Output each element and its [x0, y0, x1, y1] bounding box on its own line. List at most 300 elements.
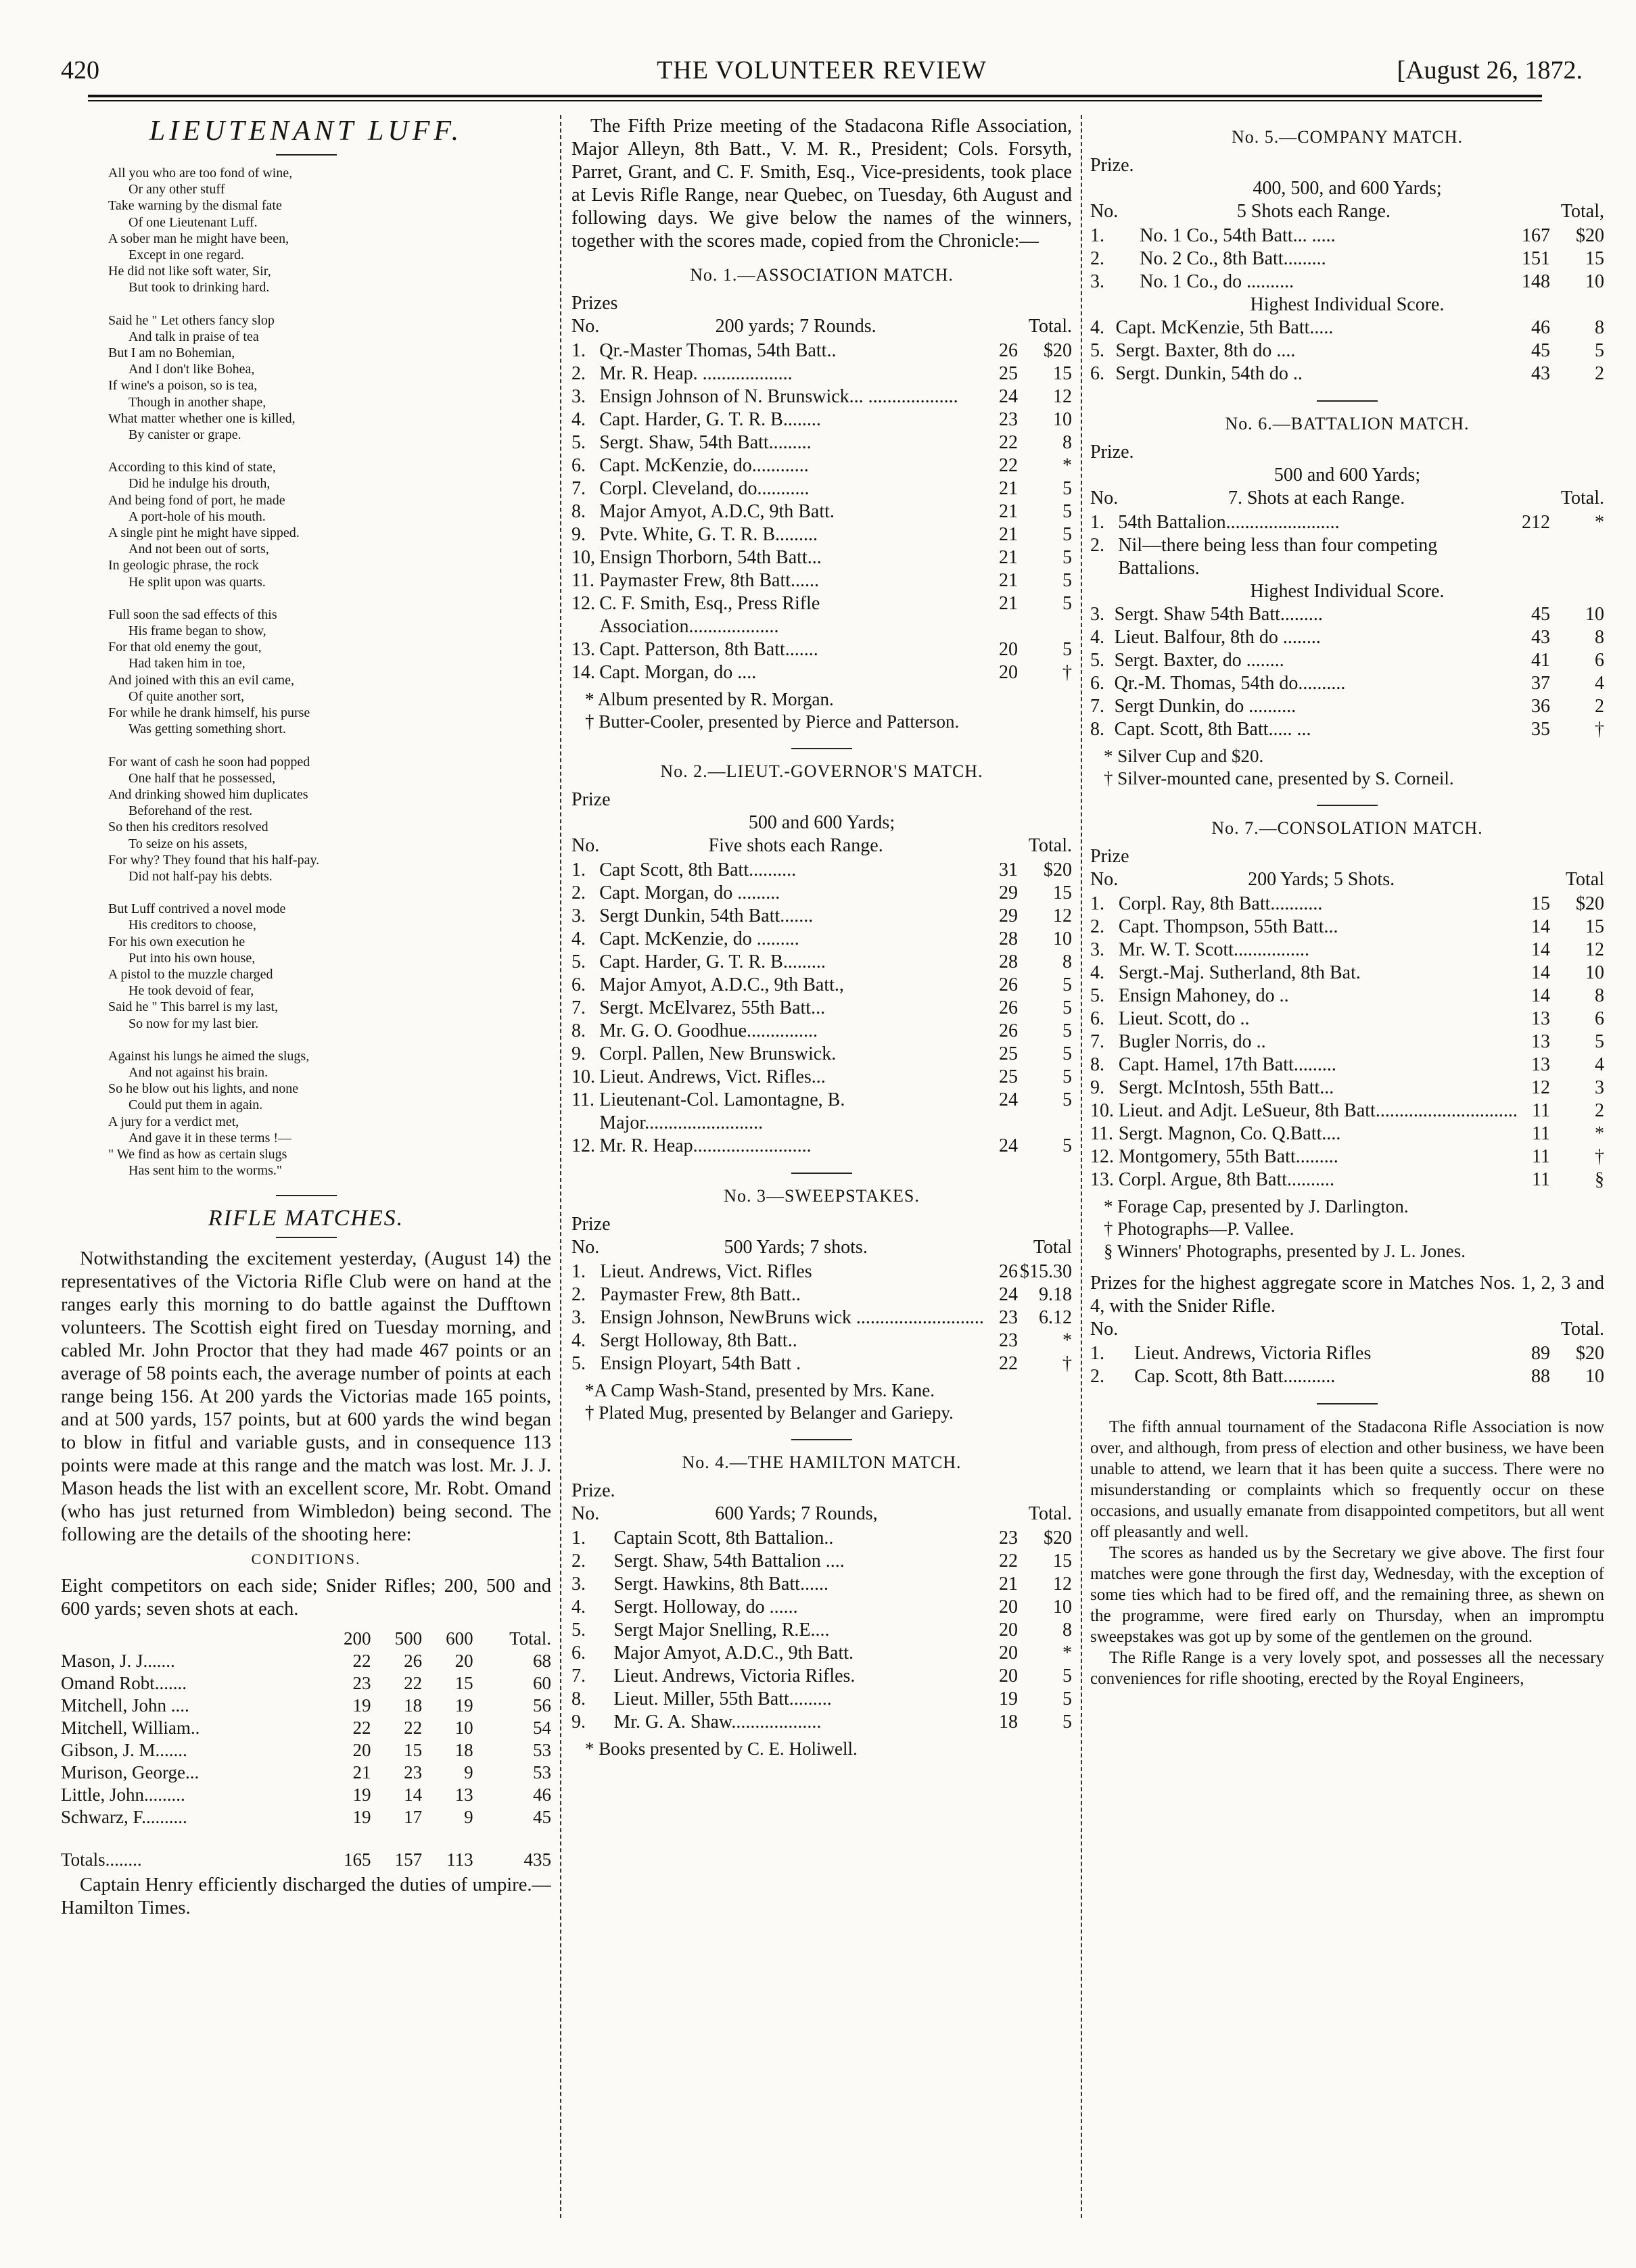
- score-header-cell: [61, 1628, 320, 1650]
- header-cell: No.: [1090, 201, 1119, 222]
- result-row: [571, 1527, 1072, 1550]
- result-no: 4.: [1090, 962, 1104, 983]
- result-name: Capt. Patterson, 8th Batt.......: [599, 639, 818, 660]
- footnotes: [1090, 745, 1604, 790]
- result-no: 1.: [571, 1528, 586, 1549]
- score-cell: 19: [454, 1695, 473, 1716]
- results-header-row: [1090, 1318, 1604, 1342]
- result-score: 43: [1531, 627, 1550, 648]
- result-name: Lieut. Andrews, Vict. Rifles: [600, 1261, 812, 1282]
- result-row: [571, 1352, 1072, 1375]
- result-prize: 10: [1585, 604, 1604, 625]
- poem-line: But took to drinking hard.: [128, 280, 270, 296]
- result-score: 212: [1522, 512, 1550, 533]
- result-score: 26: [999, 974, 1018, 995]
- result-score: 24: [999, 1284, 1018, 1305]
- result-score: 25: [999, 1066, 1018, 1087]
- result-score: 20: [999, 662, 1018, 683]
- score-cell: 20: [352, 1740, 371, 1761]
- result-no: 10.: [1090, 1100, 1114, 1121]
- result-no: 2.: [1090, 535, 1104, 556]
- result-prize: 5: [1062, 478, 1072, 499]
- article-paragraph: The scores as handed us by the Secretary we give above. The first four matches were gone through the first day, Wednesday, with the exception of some ties which had to be fired off, and the remaining three, as shewn on the programme, were fired early on Thursday, when an impromptu sweepstakes was got up by some of the gentlemen on the ground.: [1090, 1544, 1604, 1646]
- result-no: 2.: [1090, 1366, 1104, 1387]
- result-name: Mr. R. Heap. ...................: [599, 363, 793, 384]
- result-name: No. 1 Co., do ..........: [1140, 271, 1294, 292]
- poem-line: For while he drank himself, his purse: [108, 705, 310, 721]
- page-number: 420: [61, 56, 99, 85]
- result-no: 6.: [1090, 673, 1104, 694]
- result-no: 6.: [571, 974, 586, 995]
- result-prize: 8: [1595, 985, 1604, 1006]
- intro-paragraph: The Fifth Prize meeting of the Stadacona Rifle Association, Major Alleyn, 8th Batt., V. M. R., President; Cols. Forsyth, Parret, Grant, and C. F. Smith, Esq., Vice-presidents, took place at Levis Rifle Range, near Quebec, on Tuesday, 6th August and following days. We give below the names of the winners, together with the scores made, copied from the Chronicle:—: [571, 116, 1072, 252]
- result-row: [1090, 1123, 1604, 1145]
- result-row: [571, 339, 1072, 362]
- result-prize: 15: [1053, 363, 1072, 384]
- result-name: Sergt. Magnon, Co. Q.Batt....: [1118, 1123, 1341, 1144]
- result-no: 7.: [1090, 1031, 1104, 1052]
- result-score: 28: [999, 928, 1018, 949]
- result-row: [571, 1135, 1072, 1158]
- result-no: 2.: [571, 363, 586, 384]
- result-no: 4.: [571, 409, 586, 430]
- poem-stanza: [108, 165, 551, 296]
- poem-line: For that old enemy the gout,: [108, 640, 262, 655]
- score-cell: Little, John.........: [61, 1785, 185, 1805]
- result-name: Paymaster Frew, 8th Batt..: [600, 1284, 801, 1305]
- result-row: [571, 997, 1072, 1020]
- result-no: 3.: [1090, 939, 1104, 960]
- result-score: 25: [999, 1043, 1018, 1064]
- header-cell: No.: [571, 316, 600, 337]
- match-block: [571, 1452, 1072, 1760]
- result-score: 21: [999, 547, 1018, 568]
- header-cell: Five shots each Range.: [708, 835, 883, 856]
- match-title: No. 7.—CONSOLATION MATCH.: [1211, 818, 1483, 838]
- results-header-row: [1090, 868, 1604, 893]
- result-name: Mr. W. T. Scott................: [1118, 939, 1309, 960]
- poem-line: And not against his brain.: [128, 1064, 268, 1080]
- poem-line: Did he indulge his drouth,: [128, 476, 271, 492]
- article-paragraph: Notwithstanding the excitement yesterday, (August 14) the representatives of the Victoria Rifle Club were on hand at the ranges early this morning to do battle against the Dufftown volunteers. The Scottish eight fired on Tuesday morning, and cabled Mr. John Proctor that they had made 467 points or an average of 58 points each, the average number of points at each range being 156. At 200 yards the Victorias made 165 points, and at 500 yards, 157 points, but at 600 yards the wind began to blow in fitful and variable gusts, and in consequence 113 points were made at this range and the match was lost. Mr. J. J. Mason heads the list with an excellent score, Mr. Robt. Omand (who has just returned from Wimbledon) being second. The following are the details of the shooting here:: [61, 1248, 551, 1546]
- result-row: [571, 362, 1072, 385]
- match-block: [571, 761, 1072, 1158]
- result-prize: $20: [1044, 859, 1072, 880]
- result-no: 11.: [571, 570, 594, 591]
- poem-line: So now for my last bier.: [128, 1016, 259, 1031]
- header-cell: 7. Shots at each Range.: [1228, 488, 1405, 509]
- result-prize: 5: [1062, 1711, 1072, 1732]
- result-no: 9.: [571, 1711, 586, 1732]
- result-score: 11: [1532, 1123, 1550, 1144]
- footnote: * Books presented by C. E. Holiwell.: [585, 1739, 858, 1759]
- score-cell: 22: [404, 1673, 423, 1694]
- result-prize: 8: [1062, 951, 1072, 972]
- result-prize: 5: [1062, 997, 1072, 1018]
- match-block: [1090, 127, 1604, 385]
- result-score: 11: [1532, 1146, 1550, 1167]
- poem-line: Said he " Let others fancy slop: [108, 312, 275, 328]
- aggregate-table: [1090, 1318, 1604, 1388]
- result-score: 26: [999, 1261, 1018, 1282]
- result-prize: †: [1062, 1353, 1072, 1374]
- score-cell: 15: [404, 1740, 423, 1761]
- prize-label: Prize.: [1090, 442, 1134, 463]
- result-prize: 2: [1595, 363, 1604, 384]
- result-row: [571, 431, 1072, 454]
- result-row: [1090, 1008, 1604, 1031]
- result-prize: 5: [1062, 1665, 1072, 1686]
- result-no: 8.: [571, 501, 586, 522]
- result-row: [571, 1260, 1072, 1283]
- result-score: 29: [999, 882, 1018, 903]
- poem-line: " We find as how as certain slugs: [108, 1146, 287, 1162]
- result-name: Sergt. Shaw, 54th Battalion ....: [613, 1551, 845, 1572]
- result-no: 13.: [1090, 1169, 1114, 1190]
- result-prize: 5: [1062, 1066, 1072, 1087]
- result-no: 5.: [571, 432, 586, 453]
- result-name: Mr. G. A. Shaw...................: [613, 1711, 822, 1732]
- score-cell: Murison, George...: [61, 1762, 200, 1783]
- match-block: [1090, 818, 1604, 1262]
- results-table: [1090, 868, 1604, 1191]
- result-name: Montgomery, 55th Batt.........: [1118, 1146, 1338, 1167]
- result-score: 22: [999, 432, 1018, 453]
- result-prize: 5: [1062, 593, 1072, 614]
- column-rule: [560, 115, 561, 2218]
- result-name: Corpl. Argue, 8th Batt..........: [1118, 1169, 1335, 1190]
- results-table: [571, 1236, 1072, 1375]
- result-no: 2.: [1090, 248, 1104, 269]
- score-cell: 18: [404, 1695, 423, 1716]
- header-rule: [88, 95, 1542, 101]
- result-name: Lieutenant-Col. Lamontagne, B. Major.........................: [599, 1089, 845, 1133]
- result-score: 20: [999, 1665, 1018, 1686]
- result-prize: 8: [1062, 1620, 1072, 1640]
- poem-line: His creditors to choose,: [128, 918, 256, 933]
- result-row: [571, 592, 1072, 638]
- footnotes: [571, 1379, 1072, 1424]
- footnote: † Photographs—P. Vallee.: [1104, 1219, 1294, 1239]
- result-row: [1090, 1054, 1604, 1077]
- result-no: 1.: [1090, 1343, 1104, 1364]
- result-row: [571, 905, 1072, 928]
- poem-line: What matter whether one is killed,: [108, 410, 296, 426]
- page-header: [61, 55, 1583, 100]
- result-row: [1090, 1168, 1604, 1191]
- result-prize: 12: [1053, 386, 1072, 407]
- score-row: [61, 1695, 551, 1717]
- result-name: Sergt Holloway, 8th Batt..: [600, 1330, 797, 1351]
- result-row: [1090, 695, 1604, 718]
- result-score: 23: [999, 1330, 1018, 1351]
- article-paragraph: The Rifle Range is a very lovely spot, and possesses all the necessary conveniences for rifle shooting, erected by the Royal Engineers,: [1090, 1649, 1604, 1688]
- result-prize: 10: [1053, 928, 1072, 949]
- match-subheading: 500 and 600 Yards;: [748, 812, 895, 833]
- result-score: 22: [999, 455, 1018, 476]
- poem-line: His frame began to show,: [128, 623, 266, 639]
- result-no: 2.: [571, 1284, 586, 1305]
- poem-line: Could put them in again.: [128, 1097, 263, 1113]
- match-subheading: 400, 500, and 600 Yards;: [1253, 178, 1442, 199]
- divider: [276, 1237, 337, 1238]
- result-name: Mr. R. Heap.........................: [599, 1135, 812, 1156]
- result-name: Capt. McKenzie, do............: [599, 455, 809, 476]
- result-name: Sergt. Holloway, do ......: [613, 1597, 798, 1617]
- result-no: 7.: [571, 997, 586, 1018]
- poem-line: Full soon the sad effects of this: [108, 607, 277, 622]
- result-no: 1.: [1090, 893, 1104, 914]
- result-name: C. F. Smith, Esq., Press Rifle Association...................: [599, 593, 820, 637]
- header-cell: [1134, 1318, 1509, 1342]
- header-cell: No.: [571, 835, 600, 856]
- result-row: [571, 1066, 1072, 1089]
- result-row: [1090, 1145, 1604, 1168]
- divider: [791, 1173, 852, 1174]
- result-row: [1090, 893, 1604, 916]
- results-header-row: [571, 1236, 1072, 1260]
- result-prize: $20: [1576, 1343, 1604, 1364]
- score-header-cell: 500: [394, 1628, 423, 1649]
- result-no: 5.: [1090, 340, 1104, 361]
- result-prize: 10: [1053, 1597, 1072, 1617]
- score-row: [61, 1717, 551, 1739]
- result-no: 8.: [571, 1688, 586, 1709]
- result-score: 11: [1532, 1100, 1550, 1121]
- score-header-cell: 200: [344, 1628, 371, 1649]
- score-cell: 14: [404, 1785, 423, 1805]
- poem-line: In geologic phrase, the rock: [108, 558, 259, 573]
- result-no: 3.: [1090, 604, 1104, 625]
- result-name: Captain Scott, 8th Battalion..: [613, 1528, 834, 1549]
- header-cell: No.: [1090, 1319, 1119, 1340]
- result-prize: 15: [1053, 1551, 1072, 1572]
- score-cell: 19: [352, 1785, 371, 1805]
- poem-line: To seize on his assets,: [128, 836, 248, 851]
- footnote: * Forage Cap, presented by J. Darlington.: [1104, 1196, 1409, 1216]
- result-name: Major Amyot, A.D.C, 9th Batt.: [599, 501, 835, 522]
- result-name: Sergt Dunkin, do ..........: [1114, 696, 1296, 717]
- result-prize: 9.18: [1039, 1284, 1072, 1305]
- result-no: 7.: [571, 1665, 586, 1686]
- result-name: Capt. McKenzie, 5th Batt.....: [1115, 317, 1334, 338]
- totals-cell: Totals........: [61, 1849, 142, 1870]
- poem-line: Did not half-pay his debts.: [128, 868, 273, 884]
- result-prize: 5: [1062, 1135, 1072, 1156]
- score-header-cell: Total.: [509, 1628, 551, 1649]
- result-prize: 5: [1062, 1089, 1072, 1110]
- result-name: Capt. Hamel, 17th Batt.........: [1118, 1054, 1336, 1075]
- result-score: 26: [999, 1020, 1018, 1041]
- result-prize: $15.30: [1020, 1261, 1072, 1282]
- result-name: Sergt. Dunkin, 54th do ..: [1115, 363, 1303, 384]
- poem-line: A port-hole of his mouth.: [128, 509, 266, 524]
- result-name: Lieut. Miller, 55th Batt.........: [613, 1688, 832, 1709]
- score-cell: Mitchell, William..: [61, 1718, 200, 1739]
- result-score: 24: [999, 1135, 1018, 1156]
- result-score: 26: [999, 340, 1018, 361]
- result-row: [571, 477, 1072, 500]
- result-name: Capt. Harder, G. T. R. B.........: [599, 951, 826, 972]
- result-no: 7.: [1090, 696, 1104, 717]
- match-title: No. 4.—THE HAMILTON MATCH.: [682, 1452, 962, 1472]
- result-name: Major Amyot, A.D.C., 9th Batt.: [613, 1643, 854, 1663]
- score-cell: Mitchell, John ....: [61, 1695, 189, 1716]
- result-no: 5.: [571, 1353, 586, 1374]
- result-score: 29: [999, 905, 1018, 926]
- score-cell: 23: [404, 1762, 423, 1783]
- section-title-rifle-matches: RIFLE MATCHES.: [208, 1206, 404, 1231]
- prize-label: Prize.: [1090, 155, 1134, 176]
- divider: [791, 1439, 852, 1440]
- result-prize: 5: [1062, 974, 1072, 995]
- column-1: [61, 115, 551, 1920]
- poem-line: Beforehand of the rest.: [128, 803, 253, 819]
- header-cell: Total: [1033, 1237, 1072, 1258]
- result-score: 13: [1531, 1054, 1550, 1075]
- poem-stanza: [108, 1048, 551, 1179]
- score-cell: 46: [533, 1785, 551, 1805]
- match-block: [1090, 414, 1604, 790]
- result-name: Capt. Scott, 8th Batt..... ...: [1114, 719, 1311, 740]
- score-row: [61, 1650, 551, 1672]
- footnote: † Silver-mounted cane, presented by S. Corneil.: [1104, 768, 1454, 788]
- result-no: 5.: [571, 1620, 586, 1640]
- results-table: [571, 315, 1072, 684]
- result-prize: 6: [1595, 1008, 1604, 1029]
- result-score: 20: [999, 1643, 1018, 1663]
- result-prize: 15: [1585, 916, 1604, 937]
- result-prize: 12: [1053, 905, 1072, 926]
- result-row: [571, 1642, 1072, 1665]
- result-score: 21: [999, 524, 1018, 545]
- score-cell: 19: [352, 1807, 371, 1828]
- result-score: 167: [1522, 225, 1550, 246]
- poem-line: And drinking showed him duplicates: [108, 786, 308, 802]
- results-table: [1090, 603, 1604, 741]
- result-prize: 5: [1062, 1688, 1072, 1709]
- results-header-row: [1090, 200, 1604, 225]
- result-row: [571, 661, 1072, 684]
- result-row: [571, 951, 1072, 974]
- result-score: 14: [1531, 962, 1550, 983]
- result-prize: 6.12: [1039, 1307, 1072, 1328]
- poem-line: So then his creditors resolved: [108, 820, 268, 835]
- result-score: 21: [999, 570, 1018, 591]
- result-name: Ensign Thorborn, 54th Batt...: [599, 547, 822, 568]
- result-no: 3.: [571, 1307, 586, 1328]
- totals-cell: 113: [446, 1849, 473, 1870]
- footnotes: [571, 1738, 1072, 1760]
- result-name: Capt. Morgan, do ....: [599, 662, 757, 683]
- result-score: 20: [999, 1620, 1018, 1640]
- result-no: 6.: [571, 1643, 586, 1663]
- score-cell: 17: [404, 1807, 423, 1828]
- result-row: [571, 1573, 1072, 1596]
- result-score: 24: [999, 386, 1018, 407]
- match-title: No. 1.—ASSOCIATION MATCH.: [690, 265, 954, 285]
- result-no: 1.: [571, 340, 586, 361]
- result-no: 5.: [1090, 650, 1104, 671]
- result-score: [1515, 534, 1550, 580]
- score-header-row: [61, 1628, 551, 1650]
- poem-line: If wine's a poison, so is tea,: [108, 378, 258, 394]
- result-row: [1090, 649, 1604, 672]
- result-prize: 5: [1595, 1031, 1604, 1052]
- result-name: Major Amyot, A.D.C., 9th Batt.,: [599, 974, 844, 995]
- result-row: [571, 569, 1072, 592]
- result-row: [571, 1596, 1072, 1619]
- score-cell: 53: [533, 1740, 551, 1761]
- divider: [791, 748, 852, 749]
- result-no: 3.: [1090, 271, 1104, 292]
- result-prize: 5: [1062, 1020, 1072, 1041]
- result-row: [1090, 1031, 1604, 1054]
- score-row: [61, 1762, 551, 1784]
- result-score: 23: [999, 1307, 1018, 1328]
- result-score: 13: [1531, 1008, 1550, 1029]
- header-cell: 200 Yards; 5 Shots.: [1248, 869, 1395, 890]
- result-name: Sergt. Baxter, 8th do ....: [1115, 340, 1296, 361]
- score-cell: 18: [454, 1740, 473, 1761]
- result-no: 6.: [571, 455, 586, 476]
- results-table: [571, 1503, 1072, 1734]
- header-cell: No.: [1090, 869, 1119, 890]
- poem-line: And I don't like Bohea,: [128, 362, 255, 377]
- result-prize: §: [1595, 1169, 1604, 1190]
- result-name: Lieut. Balfour, 8th do ........: [1114, 627, 1321, 648]
- score-cell: 56: [533, 1695, 551, 1716]
- result-name: Pvte. White, G. T. R. B.........: [599, 524, 818, 545]
- result-no: 6.: [1090, 363, 1104, 384]
- result-name: Corpl. Ray, 8th Batt...........: [1118, 893, 1323, 914]
- result-prize: *: [1595, 512, 1604, 533]
- poem-line: And being fond of port, he made: [108, 492, 285, 508]
- result-score: 21: [999, 593, 1018, 614]
- result-name: Ensign Ployart, 54th Batt .: [600, 1353, 801, 1374]
- result-score: 14: [1531, 916, 1550, 937]
- result-score: 148: [1522, 271, 1550, 292]
- result-score: 20: [999, 639, 1018, 660]
- result-prize: 8: [1595, 317, 1604, 338]
- result-name: Lieut. and Adjt. LeSueur, 8th Batt..............................: [1118, 1100, 1518, 1121]
- result-prize: $20: [1044, 1528, 1072, 1549]
- result-row: [571, 1306, 1072, 1329]
- score-cell: 21: [352, 1762, 371, 1783]
- result-prize: 10: [1585, 962, 1604, 983]
- poem-line: He split upon was quarts.: [128, 574, 266, 590]
- divider: [1317, 400, 1378, 402]
- poem-line: Or any other stuff: [128, 182, 225, 197]
- result-no: 4.: [571, 1330, 586, 1351]
- footnote: § Winners' Photographs, presented by J. L. Jones.: [1104, 1241, 1466, 1261]
- footnote: * Silver Cup and $20.: [1104, 746, 1264, 766]
- result-prize: 5: [1062, 570, 1072, 591]
- result-score: 12: [1531, 1077, 1550, 1098]
- result-no: 11.: [571, 1089, 594, 1110]
- result-prize: 8: [1062, 432, 1072, 453]
- totals-cell: 435: [523, 1849, 551, 1870]
- results-header-row: [1090, 487, 1604, 511]
- result-name: Capt. Morgan, do .........: [599, 882, 780, 903]
- score-cell: 26: [404, 1651, 423, 1672]
- poem-line: For his own execution he: [108, 934, 246, 949]
- result-row: [1090, 511, 1604, 534]
- result-name: Lieut. Scott, do ..: [1118, 1008, 1250, 1029]
- result-name: Capt. McKenzie, do .........: [599, 928, 799, 949]
- result-row: [1090, 316, 1604, 339]
- match-title: No. 3—SWEEPSTAKES.: [724, 1186, 920, 1206]
